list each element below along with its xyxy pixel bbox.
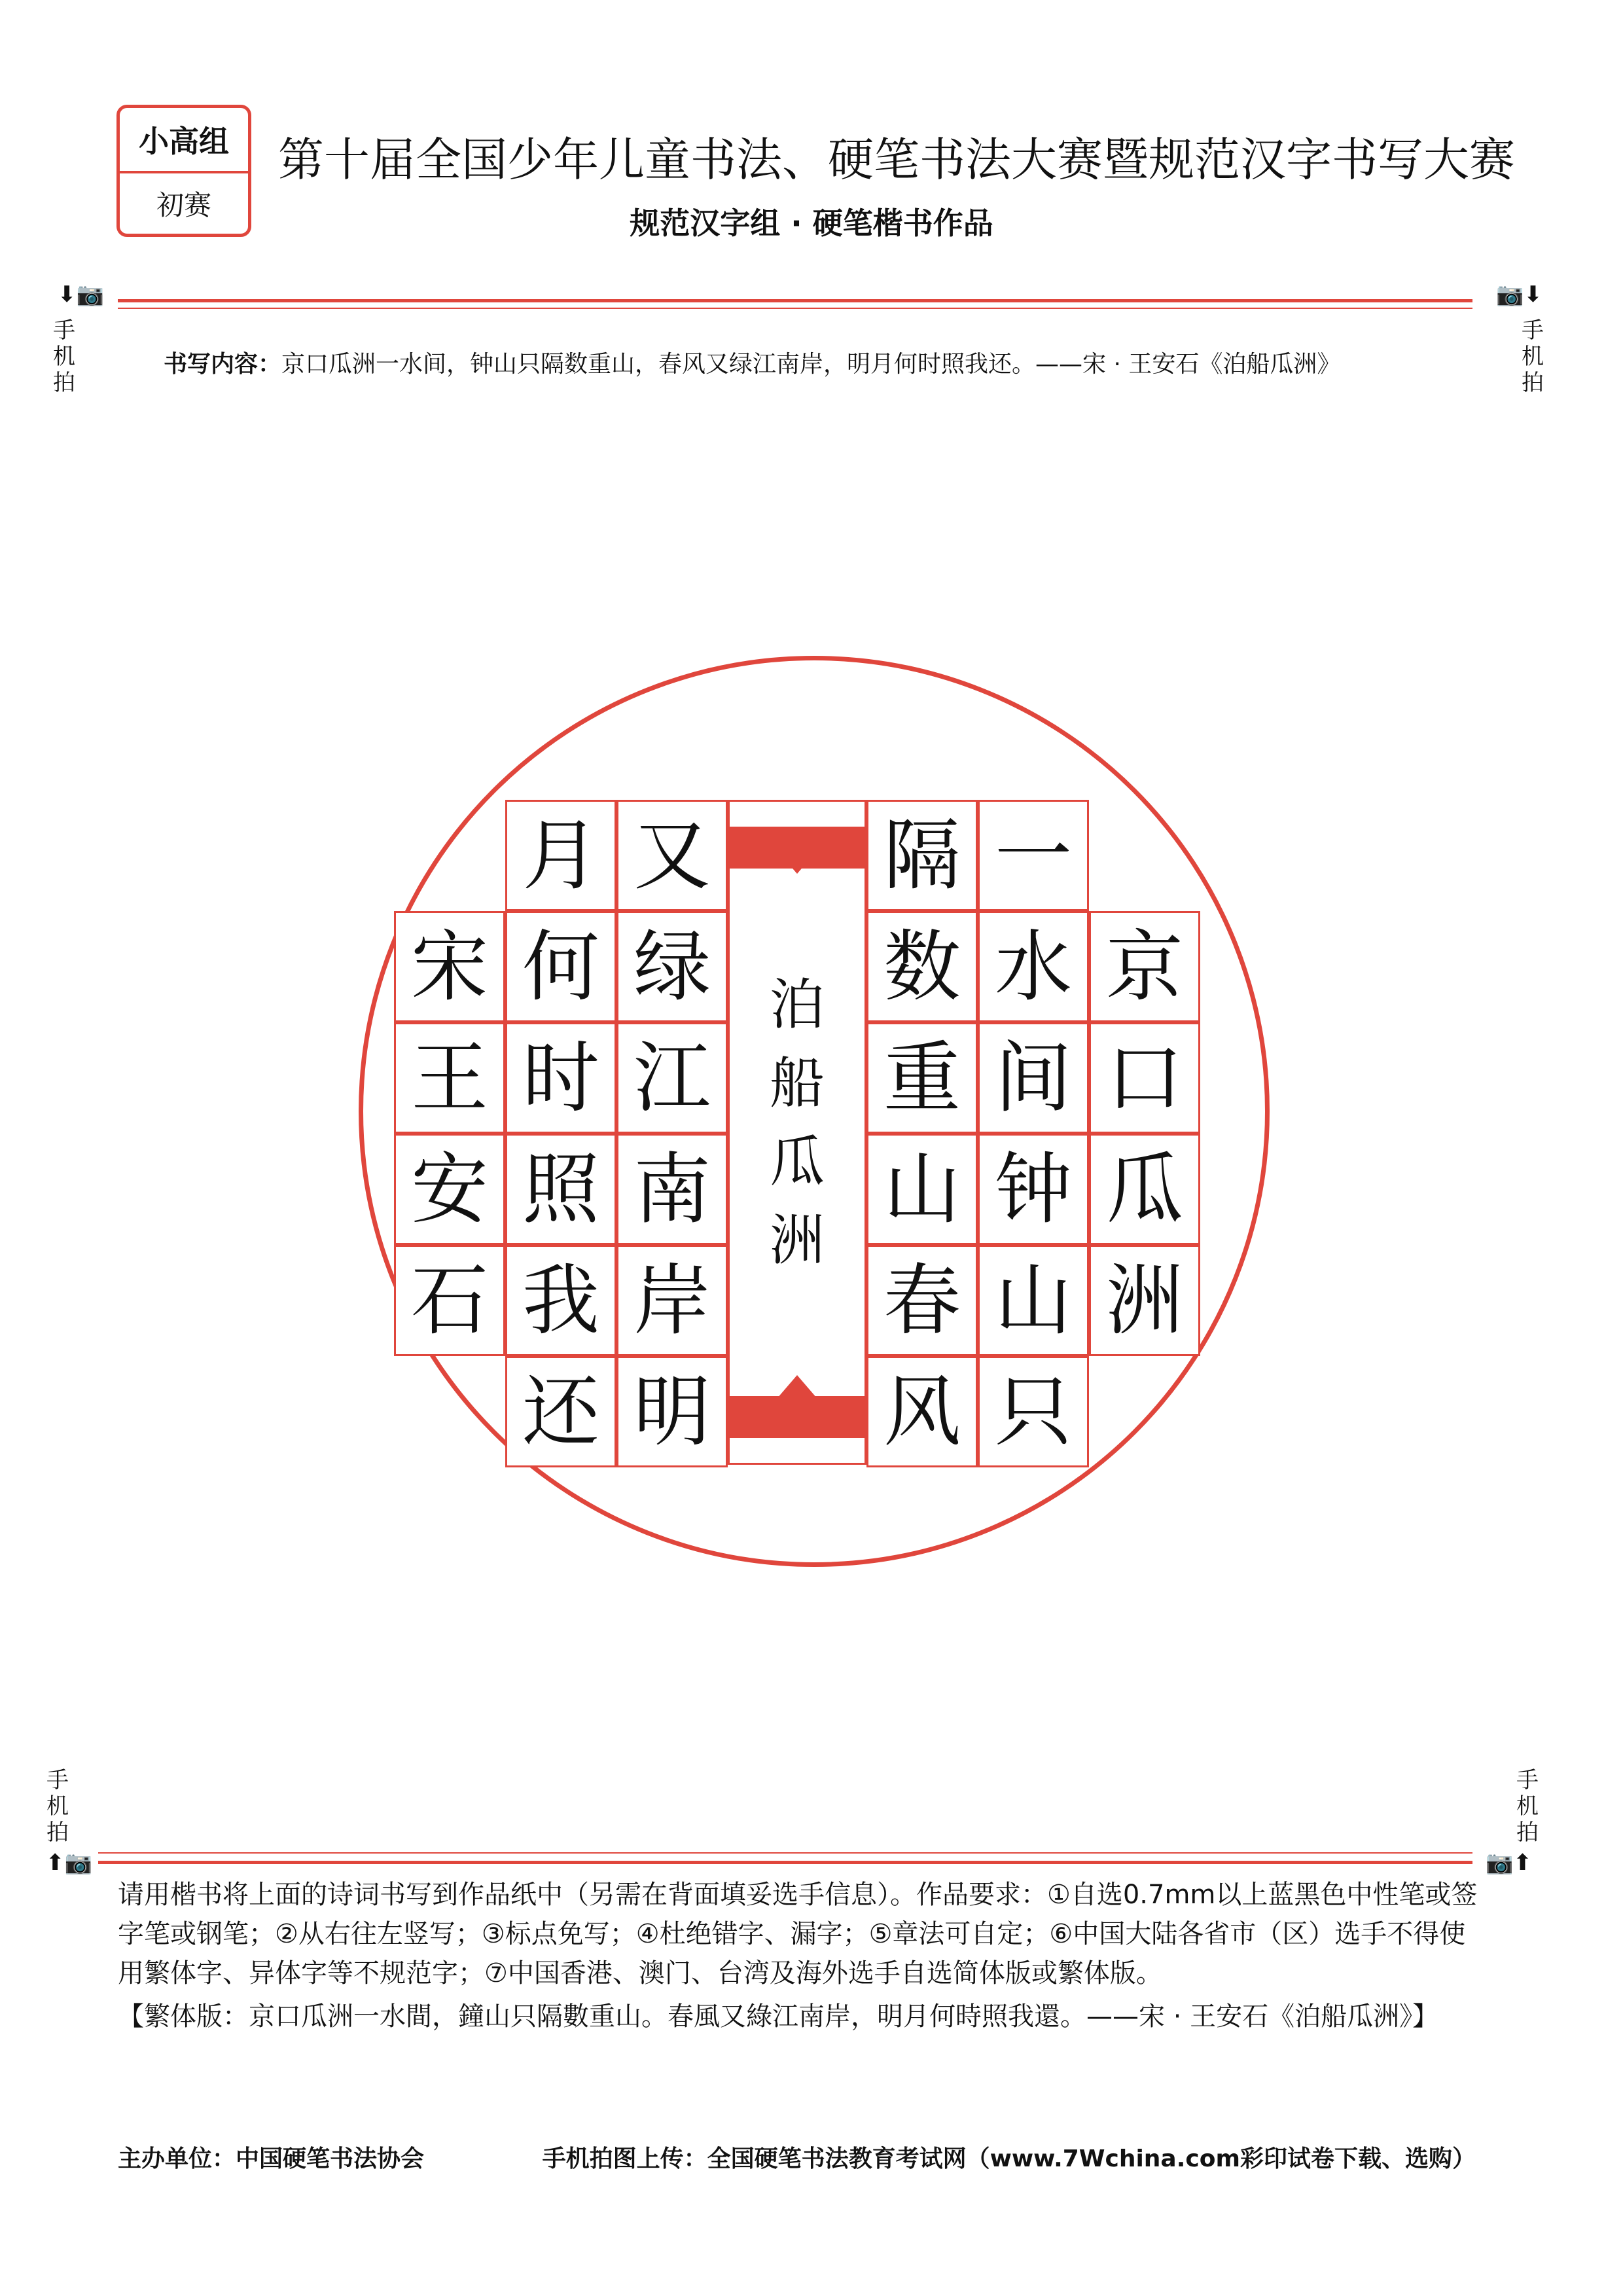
grid-cell: 数 [866, 911, 978, 1022]
camera-icon: 📷 [1486, 1850, 1514, 1876]
snap-marker-bottom-left [46, 1850, 92, 1876]
grid-cell: 安 [394, 1134, 505, 1245]
grid-cell: 南 [616, 1134, 728, 1245]
snap-label-top-right: 手机拍 [1522, 317, 1544, 396]
stage-label: 初赛 [156, 189, 211, 221]
grid-cell: 又 [616, 800, 728, 911]
group-label: 小高组 [120, 108, 248, 173]
grid-cell: 风 [866, 1356, 978, 1467]
instructions-main: 请用楷书将上面的诗词书写到作品纸中（另需在背面填妥选手信息）。作品要求：①自选0.7mm以上蓝黑色中性笔或签字笔或钢笔；②从右往左竖写；③标点免写；④杜绝错字、漏字；⑤章法可自定；⑥中国大陆各省市（区）选手不得使用繁体字、异体字等不规范字；⑦中国香港、澳门、台湾及海外选手自选简体版或繁体版。 [118, 1880, 1478, 1988]
snap-label-bottom-right: 手机拍 [1516, 1767, 1539, 1846]
arrow-down-icon: ⬇ [58, 281, 77, 308]
grid-cell: 照 [505, 1134, 616, 1245]
snap-marker-top-left [58, 281, 104, 308]
writing-content [164, 346, 1340, 379]
writing-content-label: 书写内容： [164, 351, 282, 378]
grid-cell: 春 [866, 1245, 978, 1356]
grid-cell: 何 [505, 911, 616, 1022]
grid-cell: 明 [616, 1356, 728, 1467]
band-cap-bottom [730, 1396, 865, 1438]
grid-cell: 钟 [978, 1134, 1089, 1245]
organizer: 主办单位：中国硬笔书法协会 [118, 2145, 425, 2172]
snap-label-top-left: 手机拍 [53, 317, 75, 396]
writing-content-text: 京口瓜洲一水间，钟山只隔数重山，春风又绿江南岸，明月何时照我还。——宋 · 王安石《泊船瓜洲》 [281, 351, 1341, 378]
snap-label-bottom-left: 手机拍 [46, 1767, 69, 1846]
grid-cell: 我 [505, 1245, 616, 1356]
arrow-down-icon: ⬇ [1524, 281, 1543, 308]
grid-cell: 山 [866, 1134, 978, 1245]
grid-cell: 京 [1089, 911, 1200, 1022]
grid-cell: 重 [866, 1022, 978, 1134]
snap-marker-bottom-right [1486, 1850, 1532, 1876]
grid-cell: 月 [505, 800, 616, 911]
grid-cell: 瓜 [1089, 1134, 1200, 1245]
grid-cell: 时 [505, 1022, 616, 1134]
contest-title: 第十届全国少年儿童书法、硬笔书法大赛暨规范汉字书写大赛 [278, 133, 1515, 187]
arrow-up-icon: ⬆ [46, 1850, 65, 1876]
camera-icon: 📷 [76, 281, 104, 308]
grid-cell: 江 [616, 1022, 728, 1134]
title-char: 船 [769, 1051, 825, 1115]
upload-info: 手机拍图上传：全国硬笔书法教育考试网（www.7Wchina.com彩印试卷下载、选购） [542, 2145, 1476, 2172]
band-ribbon-top [769, 841, 825, 880]
grid-cell: 水 [978, 911, 1089, 1022]
poem-title-vertical [730, 965, 865, 1280]
grid-cell: 口 [1089, 1022, 1200, 1134]
title-band [728, 800, 866, 1465]
arrow-up-icon: ⬆ [1513, 1850, 1532, 1876]
camera-icon: 📷 [1496, 281, 1524, 308]
grid-cell: 一 [978, 800, 1089, 911]
grid-cell: 隔 [866, 800, 978, 911]
bottom-rule-thin [98, 1852, 1472, 1854]
contest-subtitle: 规范汉字组 · 硬笔楷书作品 [630, 206, 993, 241]
grid-cell: 还 [505, 1356, 616, 1467]
top-rule [118, 299, 1472, 302]
grid-cell: 只 [978, 1356, 1089, 1467]
grid-cell: 间 [978, 1022, 1089, 1134]
title-char: 洲 [769, 1208, 825, 1272]
grid-cell: 山 [978, 1245, 1089, 1356]
instructions [118, 1875, 1479, 2036]
grid-cell: 石 [394, 1245, 505, 1356]
title-char: 瓜 [769, 1130, 825, 1194]
grid-cell: 岸 [616, 1245, 728, 1356]
grid-cell: 洲 [1089, 1245, 1200, 1356]
grid-cell: 宋 [394, 911, 505, 1022]
instructions-traditional: 【繁体版：京口瓜洲一水間，鐘山只隔數重山。春風又綠江南岸，明月何時照我還。——宋 · 王安石《泊船瓜洲》】 [118, 2001, 1439, 2032]
grid-cell: 绿 [616, 911, 728, 1022]
grid-cell: 王 [394, 1022, 505, 1134]
title-char: 泊 [769, 973, 825, 1037]
camera-icon: 📷 [64, 1850, 92, 1876]
top-rule-thin [118, 308, 1472, 309]
snap-marker-top-right [1496, 281, 1543, 308]
bottom-rule [98, 1861, 1472, 1864]
